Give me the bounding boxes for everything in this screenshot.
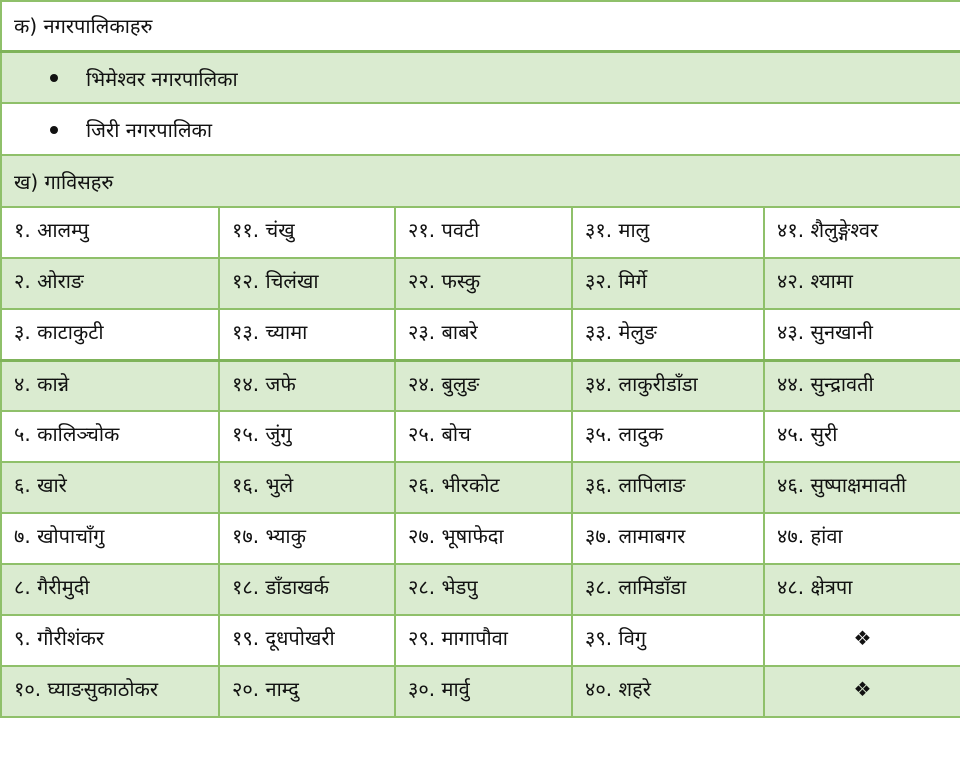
table-row [1, 564, 960, 615]
table-cell: ४१. शैलुङ्गेश्वर [764, 207, 960, 258]
table-row [1, 513, 960, 564]
table-row [1, 258, 960, 309]
municipality-row [1, 103, 960, 155]
table-row [1, 462, 960, 513]
table-cell: ३८. लामिडाँडा [572, 564, 764, 615]
table-cell: १४. जफे [219, 360, 395, 411]
table-cell: २. ओराङ [1, 258, 219, 309]
table-cell: १६. भुले [219, 462, 395, 513]
municipality-item [1, 51, 960, 103]
table-cell: १८. डाँडाखर्क [219, 564, 395, 615]
table-cell: ५. कालिञ्चोक [1, 411, 219, 462]
table-cell: २९. मागापौवा [395, 615, 572, 666]
table-cell: १७. भ्याकु [219, 513, 395, 564]
bullet-icon [50, 74, 58, 82]
section-a-heading: क) नगरपालिकाहरु [1, 1, 960, 51]
table-cell: १३. च्यामा [219, 309, 395, 360]
table-cell: १५. जुंगु [219, 411, 395, 462]
table-cell: ४६. सुष्पाक्षमावती [764, 462, 960, 513]
table-cell: ३७. लामाबगर [572, 513, 764, 564]
table-cell: ३२. मिर्गे [572, 258, 764, 309]
table-cell: ३५. लादुक [572, 411, 764, 462]
table-cell: ३३. मेलुङ [572, 309, 764, 360]
table-cell: २१. पवटी [395, 207, 572, 258]
bullet-icon [50, 126, 58, 134]
table-cell: १०. घ्याङसुकाठोकर [1, 666, 219, 717]
table-cell: ४३. सुनखानी [764, 309, 960, 360]
table-cell: ३. काटाकुटी [1, 309, 219, 360]
table-cell: ३०. मार्वु [395, 666, 572, 717]
table-cell: ४५. सुरी [764, 411, 960, 462]
table-row [1, 411, 960, 462]
table-cell: १२. चिलंखा [219, 258, 395, 309]
diamond-bullet-icon: ❖ [764, 666, 960, 717]
table-cell: ६. खारे [1, 462, 219, 513]
table-cell: ४७. हांवा [764, 513, 960, 564]
section-b-heading-row [1, 155, 960, 207]
section-a-heading-row [1, 1, 960, 51]
table-row [1, 309, 960, 360]
table-cell: ३६. लापिलाङ [572, 462, 764, 513]
table-cell: २५. बोच [395, 411, 572, 462]
table-cell: २३. बाबरे [395, 309, 572, 360]
table-cell: २०. नाम्दु [219, 666, 395, 717]
table-cell: २६. भीरकोट [395, 462, 572, 513]
table-row [1, 666, 960, 717]
table-cell: ८. गैरीमुदी [1, 564, 219, 615]
municipality-row [1, 51, 960, 103]
table-cell: ९. गौरीशंकर [1, 615, 219, 666]
table-cell: ४२. श्यामा [764, 258, 960, 309]
table-cell: ३४. लाकुरीडाँडा [572, 360, 764, 411]
table-row [1, 207, 960, 258]
municipality-item [1, 103, 960, 155]
table-cell: २२. फस्कु [395, 258, 572, 309]
table-cell: १. आलम्पु [1, 207, 219, 258]
diamond-bullet-icon: ❖ [764, 615, 960, 666]
table-row [1, 360, 960, 411]
table-cell: २८. भेडपु [395, 564, 572, 615]
table-cell: १९. दूधपोखरी [219, 615, 395, 666]
table-cell: २७. भूषाफेदा [395, 513, 572, 564]
table-row [1, 615, 960, 666]
table-cell: ७. खोपाचाँगु [1, 513, 219, 564]
table-cell: २४. बुलुङ [395, 360, 572, 411]
municipality-name: भिमेश्वर नगरपालिका [86, 66, 238, 91]
table-cell: ११. चंखु [219, 207, 395, 258]
table-cell: ३९. विगु [572, 615, 764, 666]
table-cell: ४०. शहरे [572, 666, 764, 717]
section-b-heading: ख) गाविसहरु [1, 155, 960, 207]
table-cell: ४४. सुन्द्रावती [764, 360, 960, 411]
table-cell: ३१. मालु [572, 207, 764, 258]
table-cell: ४८. क्षेत्रपा [764, 564, 960, 615]
municipality-name: जिरी नगरपालिका [86, 118, 213, 142]
table-cell: ४. कान्ने [1, 360, 219, 411]
